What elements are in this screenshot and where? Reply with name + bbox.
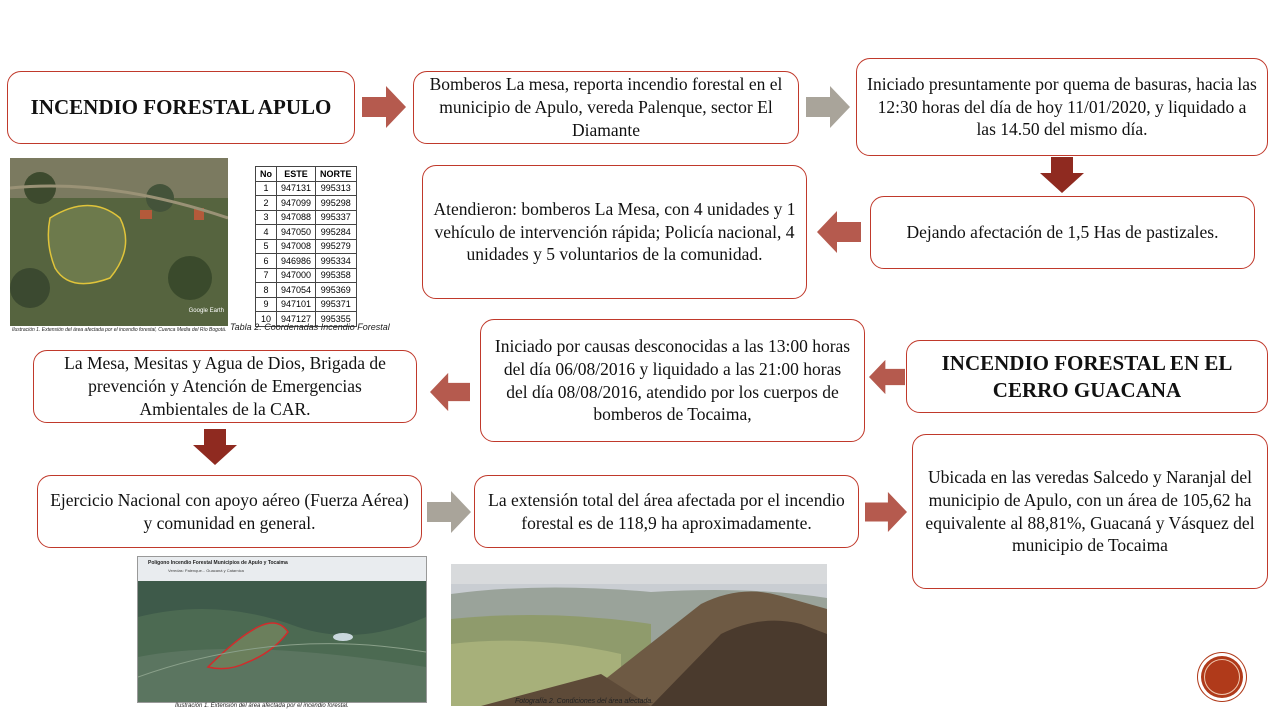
arrow-right-icon xyxy=(806,86,850,128)
table-cell: 1 xyxy=(256,181,277,196)
arrow-left-icon xyxy=(817,211,861,253)
table-row xyxy=(256,196,357,211)
table-cell: 2 xyxy=(256,196,277,211)
table-cell: 6 xyxy=(256,254,277,269)
table-cell: 995334 xyxy=(316,254,357,269)
coordinates-table xyxy=(255,166,357,327)
table-cell: 9 xyxy=(256,297,277,312)
table-cell: 947127 xyxy=(277,312,316,327)
burned-area-photo xyxy=(451,564,827,706)
table-row xyxy=(256,297,357,312)
aerial2-subtitle: Veredas: Palenque... Guacaná y Catarnica xyxy=(168,568,244,573)
aerial2-caption: Ilustración 1. Extensión del área afectada por el incendio forestal. xyxy=(175,703,349,709)
column-header: NORTE xyxy=(316,167,357,182)
arrow-right-icon xyxy=(427,491,471,533)
table-row xyxy=(256,210,357,225)
table-row xyxy=(256,181,357,196)
table-cell: 4 xyxy=(256,225,277,240)
table-cell: 995355 xyxy=(316,312,357,327)
table-cell: 995369 xyxy=(316,283,357,298)
aerial1-caption: Ilustración 1. Extensión del área afectada por el incendio forestal, Cuenca Media del Río Bogotá. xyxy=(12,327,227,333)
title-apulo-box: INCENDIO FORESTAL APULO xyxy=(7,71,355,144)
aerial2-title: Polígono Incendio Forestal Municipios de Apulo y Tocaima xyxy=(148,560,288,566)
title-guacana-box: INCENDIO FORESTAL EN EL CERRO GUACANA xyxy=(906,340,1268,413)
table-cell: 995358 xyxy=(316,268,357,283)
table-cell: 995298 xyxy=(316,196,357,211)
column-header: No xyxy=(256,167,277,182)
table-cell: 947101 xyxy=(277,297,316,312)
arrow-down-icon xyxy=(1040,157,1084,193)
table-cell: 947131 xyxy=(277,181,316,196)
photo-caption: Fotografía 2. Condiciones del área afectada. xyxy=(515,698,654,705)
army-box: Ejercicio Nacional con apoyo aéreo (Fuerza Aérea) y comunidad en general. xyxy=(37,475,422,548)
watermark-label: Google Earth xyxy=(188,308,224,314)
table-cell: 8 xyxy=(256,283,277,298)
table-cell: 947099 xyxy=(277,196,316,211)
location-box: Ubicada en las veredas Salcedo y Naranjal del municipio de Apulo, con un área de 105,62 ha equivalente al 88,81%, Guacaná y Vásquez del municipio de Tocaima xyxy=(912,434,1268,589)
table-cell: 947000 xyxy=(277,268,316,283)
attended-box: Atendieron: bomberos La Mesa, con 4 unidades y 1 vehículo de intervención rápida; Policía nacional, 4 unidades y 5 voluntarios de la comunidad. xyxy=(422,165,807,299)
top-band xyxy=(0,0,1280,56)
table-cell: 5 xyxy=(256,239,277,254)
table-cell: 995284 xyxy=(316,225,357,240)
aerial-map-guacana xyxy=(137,556,427,703)
arrow-right-icon xyxy=(362,86,406,128)
table-cell: 947050 xyxy=(277,225,316,240)
next-slide-button[interactable] xyxy=(1198,653,1246,701)
table-cell: 947054 xyxy=(277,283,316,298)
arrow-right-icon xyxy=(865,491,907,533)
table-header-row xyxy=(256,167,357,182)
damage-box: Dejando afectación de 1,5 Has de pastizales. xyxy=(870,196,1255,269)
table-cell: 995337 xyxy=(316,210,357,225)
table-row xyxy=(256,268,357,283)
column-header: ESTE xyxy=(277,167,316,182)
table-row xyxy=(256,225,357,240)
table-cell: 10 xyxy=(256,312,277,327)
table-cell: 947008 xyxy=(277,239,316,254)
table-cell: 946986 xyxy=(277,254,316,269)
table-row xyxy=(256,239,357,254)
started-box: Iniciado presuntamente por quema de basuras, hacia las 12:30 horas del día de hoy 11/01/2020, y liquidado a las 14.50 del mismo día. xyxy=(856,58,1268,156)
arrow-left-icon xyxy=(869,356,905,398)
extension-box: La extensión total del área afectada por el incendio forestal es de 118,9 ha aproximadamente. xyxy=(474,475,859,548)
table-cell: 995313 xyxy=(316,181,357,196)
aerial-map-apulo xyxy=(10,158,228,326)
table-cell: 995279 xyxy=(316,239,357,254)
table-cell: 947088 xyxy=(277,210,316,225)
la-mesa-box: La Mesa, Mesitas y Agua de Dios, Brigada de prevención y Atención de Emergencias Ambientales de la CAR. xyxy=(33,350,417,423)
table-caption: Tabla 2. Coordenadas Incendio Forestal xyxy=(230,322,390,332)
report-box: Bomberos La mesa, reporta incendio forestal en el municipio de Apulo, vereda Palenque, sector El Diamante xyxy=(413,71,799,144)
started2-box: Iniciado por causas desconocidas a las 13:00 horas del día 06/08/2016 y liquidado a las 21:00 horas del día 08/08/2016, atendido por los cuerpos de bomberos de Tocaima, xyxy=(480,319,865,442)
table-row xyxy=(256,283,357,298)
table-row xyxy=(256,254,357,269)
table-cell: 995371 xyxy=(316,297,357,312)
table-cell: 3 xyxy=(256,210,277,225)
table-cell: 7 xyxy=(256,268,277,283)
arrow-down-icon xyxy=(193,429,237,465)
arrow-left-icon xyxy=(430,371,470,413)
